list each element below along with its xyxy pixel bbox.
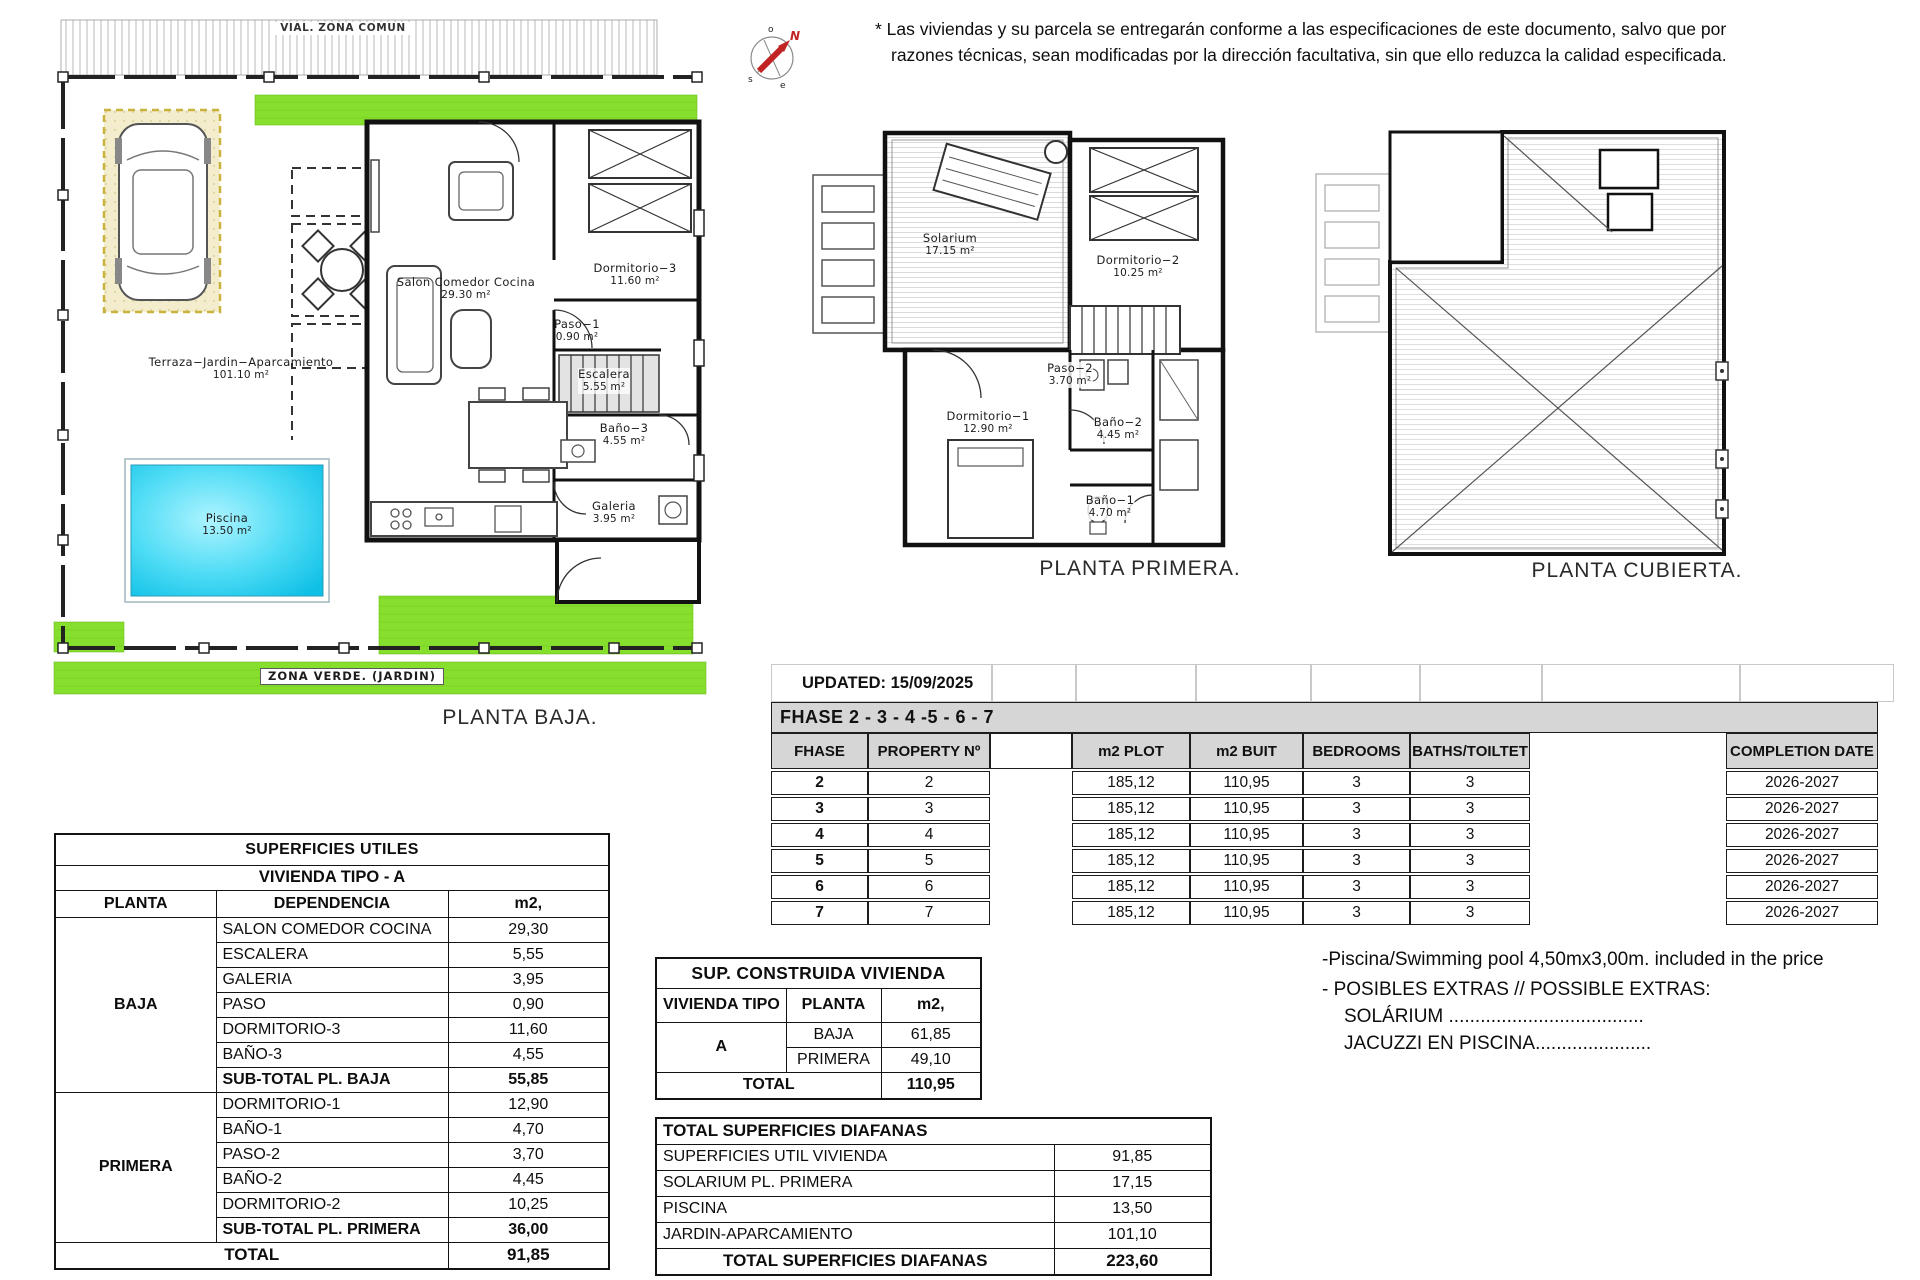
su-row-value: 4,70 [448, 1117, 609, 1142]
su-baja-subtotal-value: 55,85 [448, 1067, 609, 1092]
disclaimer-line-1: * Las viviendas y su parcela se entregarán conforme a las especificaciones de este documento, salvo que por [875, 19, 1727, 39]
planta-cubierta-drawing [1312, 122, 1737, 567]
su-row-value: 4,55 [448, 1042, 609, 1067]
compass-e-label: e [780, 81, 786, 91]
df-total-label: TOTAL SUPERFICIES DIAFANAS [656, 1248, 1054, 1275]
df-row-value: 13,50 [1054, 1196, 1211, 1222]
col-fhase: FHASE [771, 733, 868, 769]
su-row-value: 0,90 [448, 992, 609, 1017]
planta-cubierta-plan [1312, 122, 1737, 567]
compass-o-label: o [768, 25, 774, 35]
phase-row: 2 2 185,12 110,95 3 3 2026-2027 [771, 771, 1878, 795]
su-primera-subtotal-label: SUB-TOTAL PL. PRIMERA [216, 1217, 448, 1242]
sc-tipo-value: A [656, 1022, 786, 1072]
compass-n-label: N [790, 29, 801, 43]
su-primera-group: PRIMERA [55, 1092, 216, 1242]
bano2-label: Baño−2 4.45 m² [1093, 415, 1143, 441]
df-total-value: 223,60 [1054, 1248, 1211, 1275]
su-row-value: 3,70 [448, 1142, 609, 1167]
su-subtitle: VIVIENDA TIPO - A [55, 865, 609, 890]
updated-label: UPDATED: 15/09/2025 [802, 673, 974, 692]
salon-label: Salon Comedor Cocina 29.30 m² [396, 275, 536, 301]
su-row-label: PASO-2 [216, 1142, 448, 1167]
su-row-value: 3,95 [448, 967, 609, 992]
sc-title: SUP. CONSTRUIDA VIVIENDA [656, 958, 981, 988]
phase-row: 6 6 185,12 110,95 3 3 2026-2027 [771, 875, 1878, 899]
su-header-dependencia: DEPENDENCIA [216, 890, 448, 917]
phase-row: 3 3 185,12 110,95 3 3 2026-2027 [771, 797, 1878, 821]
phase-band: FHASE 2 - 3 - 4 -5 - 6 - 7 [771, 702, 1878, 733]
paso2-label: Paso−2 3.70 m² [1047, 361, 1093, 387]
col-plot: m2 PLOT [1072, 733, 1190, 769]
su-baja-group: BAJA [55, 917, 216, 1092]
su-row-value: 11,60 [448, 1017, 609, 1042]
su-primera-subtotal-value: 36,00 [448, 1217, 609, 1242]
df-title: TOTAL SUPERFICIES DIAFANAS [656, 1118, 1211, 1144]
df-row-label: SOLARIUM PL. PRIMERA [656, 1170, 1054, 1196]
planta-primera-drawing [808, 110, 1238, 575]
sc-row-label: PRIMERA [786, 1047, 881, 1072]
col-baths: BATHS/TOILTET [1410, 733, 1530, 769]
planta-primera-plan [808, 110, 1238, 575]
su-row-value: 29,30 [448, 917, 609, 942]
df-row-label: JARDIN-APARCAMIENTO [656, 1222, 1054, 1248]
su-row-label: PASO [216, 992, 448, 1017]
piscina-label: Piscina 13.50 m² [202, 511, 252, 537]
phase-header-row [771, 733, 1878, 769]
zona-verde-label: ZONA VERDE. (JARDIN) [260, 668, 444, 685]
su-row-label: DORMITORIO-1 [216, 1092, 448, 1117]
df-row-label: PISCINA [656, 1196, 1054, 1222]
sc-header-m2: m2, [881, 988, 981, 1022]
su-row-value: 4,45 [448, 1167, 609, 1192]
planta-primera-title: PLANTA PRIMERA. [1039, 557, 1241, 580]
compass-rose-icon [742, 22, 804, 90]
su-row-label: GALERIA [216, 967, 448, 992]
sup-construida-table [655, 957, 982, 1100]
su-row-label: ESCALERA [216, 942, 448, 967]
note-pool: -Piscina/Swimming pool 4,50mx3,00m. included in the price [1322, 949, 1824, 970]
su-total-value: 91,85 [448, 1242, 609, 1269]
sc-total-label: TOTAL [656, 1072, 881, 1099]
phase-row: 5 5 185,12 110,95 3 3 2026-2027 [771, 849, 1878, 873]
dormitorio1-label: Dormitorio−1 12.90 m² [946, 409, 1030, 435]
su-row-label: BAÑO-3 [216, 1042, 448, 1067]
dormitorio2-label: Dormitorio−2 10.25 m² [1096, 253, 1180, 279]
df-row-label: SUPERFICIES UTIL VIVIENDA [656, 1144, 1054, 1170]
su-row-label: DORMITORIO-2 [216, 1192, 448, 1217]
su-total-label: TOTAL [55, 1242, 448, 1269]
planta-baja-title: PLANTA BAJA. [442, 706, 598, 729]
col-built: m2 BUIT [1190, 733, 1303, 769]
sc-total-value: 110,95 [881, 1072, 981, 1099]
disclaimer-text [875, 16, 1835, 68]
sc-row-value: 61,85 [881, 1022, 981, 1047]
su-row-label: BAÑO-1 [216, 1117, 448, 1142]
solarium-label: Solarium 17.15 m² [922, 231, 978, 257]
note-extra-solarium: SOLÁRIUM ..................................... [1344, 1006, 1644, 1027]
disclaimer-line-2: razones técnicas, sean modificadas por la dirección facultativa, sin que ello reduzca la calidad especificada. [891, 45, 1727, 65]
sc-row-value: 49,10 [881, 1047, 981, 1072]
sc-row-label: BAJA [786, 1022, 881, 1047]
note-extra-jacuzzi: JACUZZI EN PISCINA...................... [1344, 1033, 1652, 1054]
su-row-value: 10,25 [448, 1192, 609, 1217]
col-property: PROPERTY Nº [868, 733, 990, 769]
paso1-label: Paso−1 0.90 m² [554, 317, 600, 343]
su-baja-subtotal-label: SUB-TOTAL PL. BAJA [216, 1067, 448, 1092]
planta-cubierta-title: PLANTA CUBIERTA. [1531, 559, 1743, 582]
dormitorio3-label: Dormitorio−3 11.60 m² [593, 261, 677, 287]
escalera-label: Escalera 5.55 m² [578, 367, 630, 393]
su-row-value: 12,90 [448, 1092, 609, 1117]
df-row-value: 17,15 [1054, 1170, 1211, 1196]
phase-row: 4 4 185,12 110,95 3 3 2026-2027 [771, 823, 1878, 847]
su-row-label: DORMITORIO-3 [216, 1017, 448, 1042]
su-header-planta: PLANTA [55, 890, 216, 917]
df-row-value: 91,85 [1054, 1144, 1211, 1170]
sc-header-planta: PLANTA [786, 988, 881, 1022]
notes-block [1322, 946, 1882, 1057]
compass-s-label: s [748, 75, 754, 85]
su-header-m2: m2, [448, 890, 609, 917]
vial-zona-comun-label: VIAL. ZONA COMUN [275, 22, 411, 35]
bano3-label: Baño−3 4.55 m² [599, 421, 649, 447]
terraza-label: Terraza−Jardin−Aparcamiento 101.10 m² [148, 355, 334, 381]
col-completion: COMPLETION DATE [1726, 733, 1878, 769]
df-row-value: 101,10 [1054, 1222, 1211, 1248]
galeria-label: Galeria 3.95 m² [592, 499, 636, 525]
su-row-label: SALON COMEDOR COCINA [216, 917, 448, 942]
su-row-label: BAÑO-2 [216, 1167, 448, 1192]
planta-baja-plan [49, 10, 749, 740]
su-title: SUPERFICIES UTILES [55, 834, 609, 865]
col-blank [990, 733, 1072, 769]
note-extras-title: - POSIBLES EXTRAS // POSSIBLE EXTRAS: [1322, 979, 1711, 1000]
superficies-diafanas-table [655, 1117, 1212, 1276]
bano1-label: Baño−1 4.70 m² [1085, 493, 1135, 519]
sc-header-tipo: VIVIENDA TIPO [656, 988, 786, 1022]
phase-updated-row [771, 664, 1894, 702]
col-bedrooms: BEDROOMS [1303, 733, 1410, 769]
su-row-value: 5,55 [448, 942, 609, 967]
phase-row: 7 7 185,12 110,95 3 3 2026-2027 [771, 901, 1878, 925]
phase-table [771, 664, 1879, 929]
superficies-utiles-table [54, 833, 610, 1270]
